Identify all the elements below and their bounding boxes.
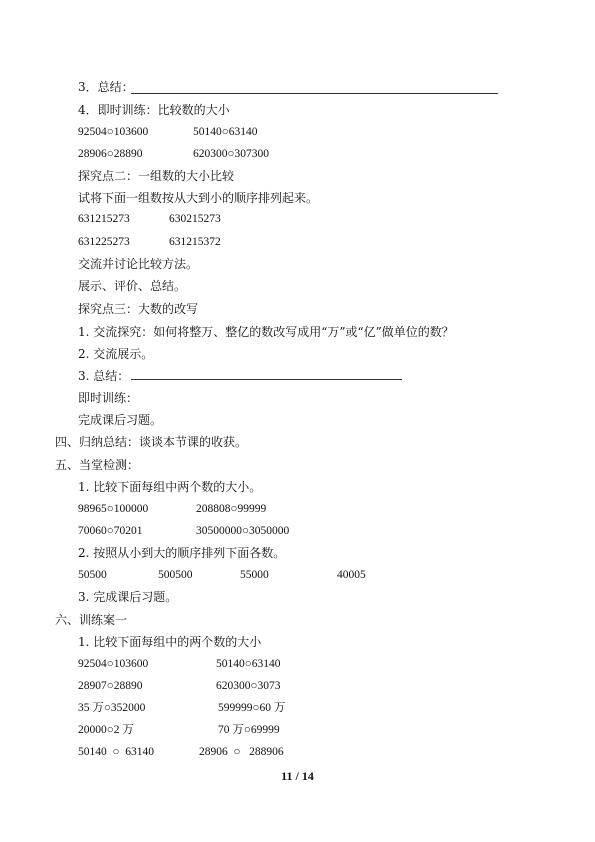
compare-item: 620300○307300 xyxy=(193,148,269,160)
compare-item: 620300○3073 xyxy=(216,680,281,692)
sort-number: 55000 xyxy=(240,569,269,581)
section-4-heading: 四、归纳总结：谈谈本节课的收获。 xyxy=(55,435,248,449)
instant-training-label: 即时训练： xyxy=(78,391,139,405)
compare-item: 70 万○69999 xyxy=(218,724,280,736)
compare-item: 208808○99999 xyxy=(196,503,267,515)
explore-point-3-heading: 探究点三：大数的改写 xyxy=(78,302,199,316)
summary-label: 3．总结： xyxy=(78,80,134,94)
compare-item: 599999○60 万 xyxy=(218,702,286,714)
compare-item: 28907○28890 xyxy=(78,680,143,692)
test-question-2: 2. 按照从小到大的顺序排列下面各数。 xyxy=(78,546,286,560)
order-number: 631215372 xyxy=(169,236,221,248)
compare-item: 35 万○352000 xyxy=(78,702,146,714)
summary-blank-line xyxy=(131,93,498,94)
summary-label-2: 3. 总结： xyxy=(78,369,130,383)
training-question-1: 1. 比较下面每组中的两个数的大小 xyxy=(78,635,262,649)
section-5-heading: 五、当堂检测： xyxy=(55,458,140,472)
section-6-heading: 六、训练案一 xyxy=(55,613,128,627)
compare-item: 30500000○3050000 xyxy=(196,525,290,537)
explore-point-2-instruction: 试将下面一组数按从大到小的顺序排列起来。 xyxy=(78,191,319,205)
order-number: 631215273 xyxy=(78,213,130,225)
review-text: 展示、评价、总结。 xyxy=(78,279,187,293)
sort-number: 50500 xyxy=(78,569,107,581)
compare-item: 28906 ○ 288906 xyxy=(199,746,284,758)
compare-item: 50140○63140 xyxy=(193,126,258,138)
compare-item: 92504○103600 xyxy=(78,126,149,138)
compare-item: 70060○70201 xyxy=(78,525,143,537)
order-number: 631225273 xyxy=(78,236,130,248)
test-question-3: 3. 完成课后习题。 xyxy=(78,590,178,604)
test-question-1: 1. 比较下面每组中两个数的大小。 xyxy=(78,480,262,494)
discussion-text: 交流并讨论比较方法。 xyxy=(78,257,199,271)
sort-number: 500500 xyxy=(158,569,193,581)
compare-item: 92504○103600 xyxy=(78,658,149,670)
sort-number: 40005 xyxy=(337,569,366,581)
compare-item: 98965○100000 xyxy=(78,503,149,515)
compare-item: 20000○2 万 xyxy=(78,724,134,736)
page-number: 11 / 14 xyxy=(281,769,314,783)
summary-blank-line-2 xyxy=(131,379,402,380)
explore-question: 1. 交流探究：如何将整万、整亿的数改写成用“万”或“亿”做单位的数？ xyxy=(78,325,454,339)
homework-text: 完成课后习题。 xyxy=(78,413,163,427)
compare-item: 28906○28890 xyxy=(78,148,143,160)
order-number: 630215273 xyxy=(169,213,221,225)
practice-heading: 4．即时训练：比较数的大小 xyxy=(78,103,230,117)
exchange-display: 2. 交流展示。 xyxy=(78,347,154,361)
compare-item: 50140 ○ 63140 xyxy=(78,746,154,758)
explore-point-2-heading: 探究点二：一组数的大小比较 xyxy=(78,169,235,183)
compare-item: 50140○63140 xyxy=(216,658,281,670)
